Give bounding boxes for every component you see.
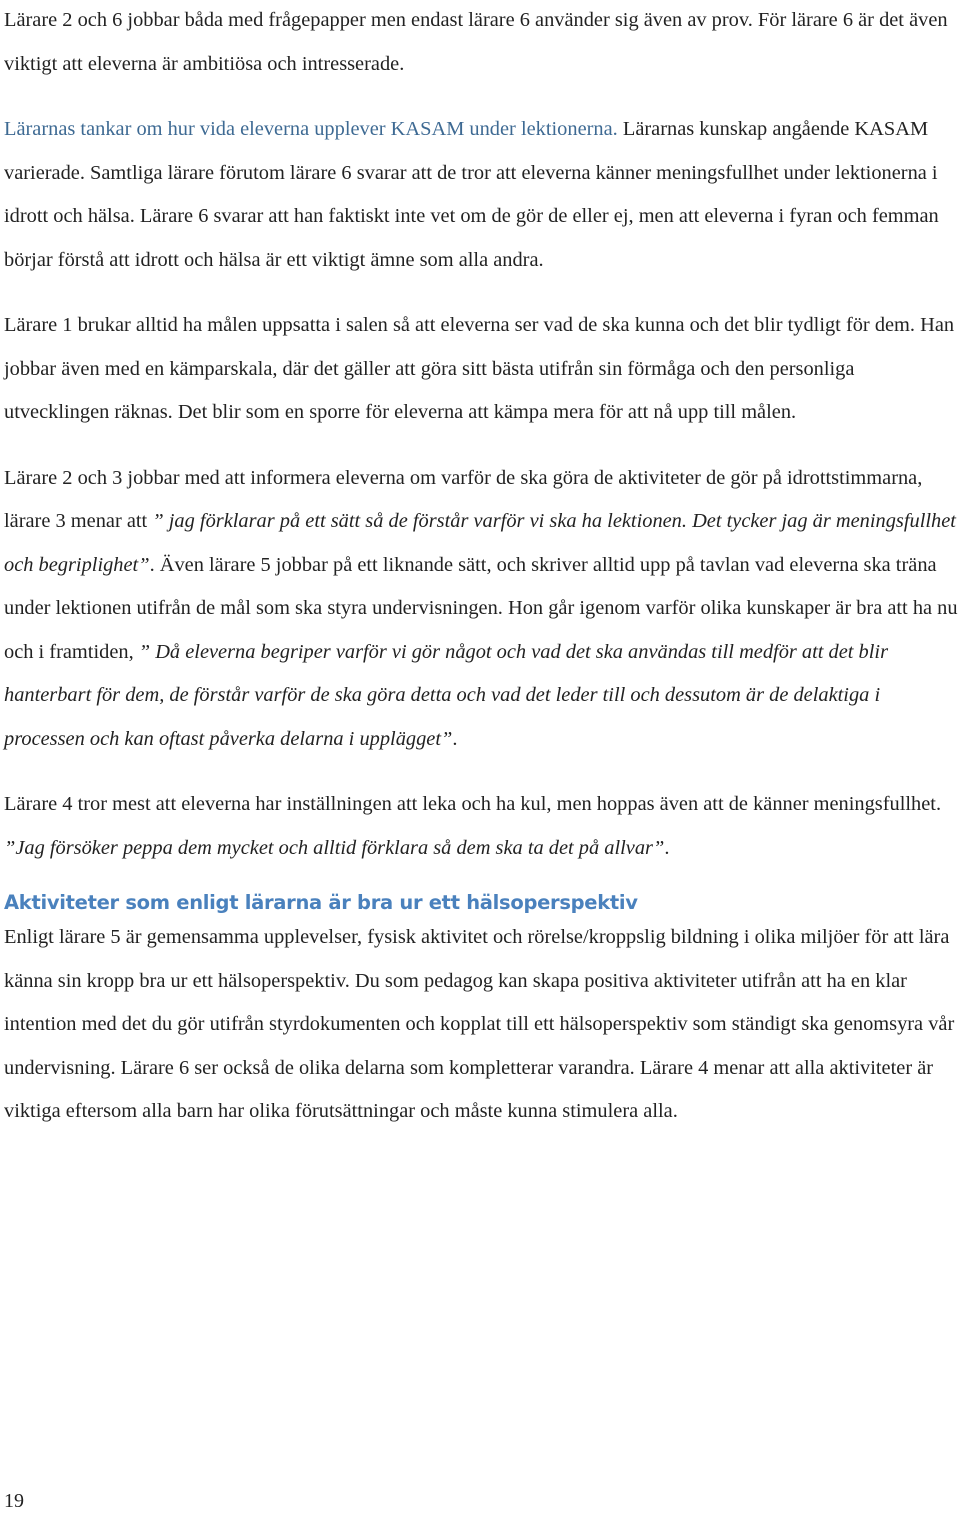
paragraph-3 [4, 304, 958, 435]
paragraph-3-text: Lärare 1 brukar alltid ha målen uppsatta i salen så att eleverna ser vad de ska kunna och det blir tydligt för dem. Han jobbar även med en kämparskala, där det gäller att göra sitt bästa utifrån sin förmåga och den personliga utvecklingen räknas. Det blir som en sporre för eleverna att kämpa mera för att nå upp till målen. [4, 314, 955, 423]
paragraph-5 [4, 783, 958, 870]
paragraph-5-quote: ”Jag försöker peppa dem mycket och alltid förklara så dem ska ta det på allvar” [4, 836, 665, 859]
paragraph-1-text: Lärare 2 och 6 jobbar båda med frågepapper men endast lärare 6 använder sig även av prov. För lärare 6 är det även viktigt att eleverna är ambitiösa och intresserade. [4, 9, 948, 75]
paragraph-4-text-b: . Även lärare 5 jobbar på ett liknande sätt, och skriver alltid upp på tavlan vad eleverna ska träna under lektionen utifrån de mål som ska styra undervisningen. Hon går igenom varför olika kunskaper är bra att ha nu och i framtiden, [4, 553, 958, 663]
paragraph-4-quote-2: ” Då eleverna begriper varför vi gör något och vad det ska användas till medför att det blir hanterbart för dem, de förstår varför de ska göra detta och vad det leder till och dessutom är de delaktiga i processen och kan oftast påverka delarna i upplägget” [4, 640, 889, 750]
paragraph-1 [4, 0, 958, 86]
paragraph-5-text-a: Lärare 4 tror mest att eleverna har inställningen att leka och ha kul, men hoppas även att de känner meningsfullhet. [4, 793, 942, 815]
paragraph-6 [4, 916, 958, 1134]
section-subheading: Lärarnas tankar om hur vida eleverna upplever KASAM under lektionerna. [4, 118, 618, 140]
paragraph-4 [4, 457, 958, 762]
paragraph-4-quote-1: ” jag förklarar på ett sätt så de förstår varför vi ska ha lektionen. Det tycker jag är meningsfullhet och begriplighet” [4, 510, 956, 576]
paragraph-4-text-a: Lärare 2 och 3 jobbar med att informera eleverna om varför de ska göra de aktiviteter de gör på idrottstimmarna, lärare 3 menar att [4, 466, 923, 532]
paragraph-2 [4, 108, 958, 282]
paragraph-4-text-c: . [452, 727, 458, 750]
document-body [4, 0, 958, 1156]
paragraph-5-text-b: . [664, 836, 670, 859]
section-heading: Aktiviteter som enligt lärarna är bra ur ett hälsoperspektiv [4, 891, 638, 914]
paragraph-2-text: Lärarnas kunskap angående KASAM varierade. Samtliga lärare förutom lärare 6 svarar att de tror att eleverna känner meningsfullhet under lektionerna i idrott och hälsa. Lärare 6 svarar att han faktiskt inte vet om de gör de eller ej, men att eleverna i fyran och femman börjar förstå att idrott och hälsa är ett viktigt ämne som alla andra. [4, 118, 939, 271]
paragraph-6-text: Enligt lärare 5 är gemensamma upplevelser, fysisk aktivitet och rörelse/kroppslig bildning i olika miljöer för att lära känna sin kropp bra ur ett hälsoperspektiv. Du som pedagog kan skapa positiva aktiviteter utifrån att ha en klar intention med det du gör utifrån styrdokumenten och kopplat till ett hälsoperspektiv som ständigt ska genomsyra vår undervisning. Lärare 6 ser också de olika delarna som kompletterar varandra. Lärare 4 menar att alla aktiviteter är viktiga eftersom alla barn har olika förutsättningar och måste kunna stimulera alla. [4, 926, 955, 1122]
page-number: 19 [4, 1490, 24, 1512]
